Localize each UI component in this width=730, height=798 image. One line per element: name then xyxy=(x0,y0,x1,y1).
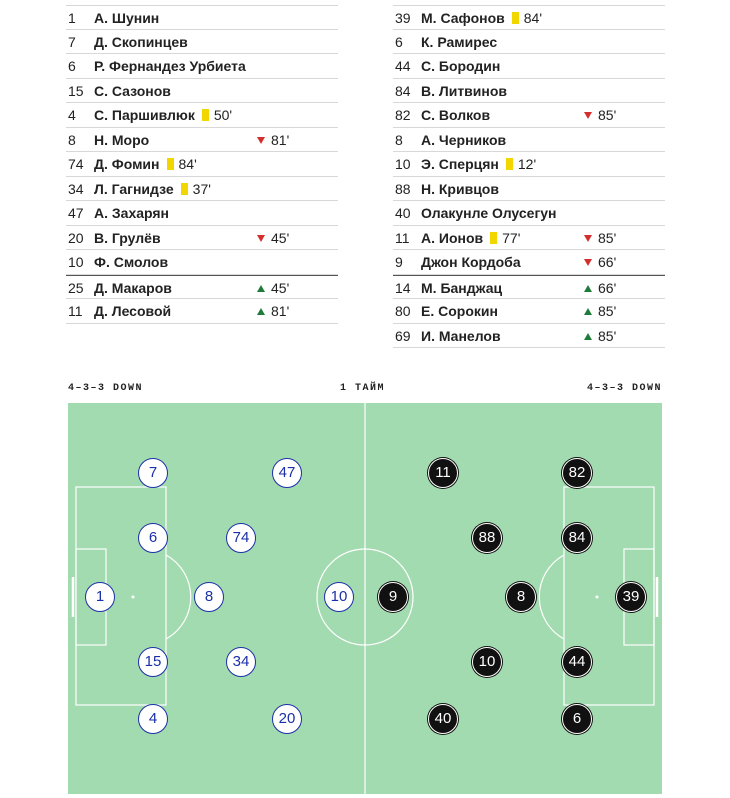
substitution xyxy=(584,103,616,127)
player-number: 39 xyxy=(395,10,411,26)
player-number: 11 xyxy=(395,229,410,246)
sub-minute: 85' xyxy=(598,107,617,123)
substitution xyxy=(584,276,616,300)
yellow-card-icon xyxy=(167,158,174,170)
substitution xyxy=(257,276,289,300)
player-number: 1 xyxy=(68,10,76,26)
away-player-token: 11 xyxy=(428,458,458,488)
card-minute: 12' xyxy=(517,156,537,172)
home-player-token: 47 xyxy=(272,458,302,488)
away-player-token: 6 xyxy=(562,704,592,734)
player-number: 80 xyxy=(395,303,411,319)
player-number: 40 xyxy=(395,205,411,221)
lineup-row xyxy=(393,299,665,324)
home-player-token: 6 xyxy=(138,523,168,553)
card-minute: 84' xyxy=(178,156,197,172)
sub-minute: 81' xyxy=(271,131,290,148)
player-name-text: В. Литвинов xyxy=(421,82,508,99)
lineup-row xyxy=(66,54,338,79)
lineup-row xyxy=(66,201,338,226)
sub-on-icon xyxy=(257,308,265,315)
substitution xyxy=(584,226,616,250)
lineup-row xyxy=(393,226,665,251)
player-number: 6 xyxy=(68,58,76,74)
lineup-row xyxy=(66,177,338,202)
player-name-text: А. Шунин xyxy=(94,10,160,26)
player-name xyxy=(421,30,497,54)
player-name xyxy=(421,79,507,103)
player-name-text: Д. Макаров xyxy=(94,279,172,296)
sub-minute: 85' xyxy=(598,327,617,344)
player-name-text: Е. Сорокин xyxy=(421,303,498,319)
player-name xyxy=(94,128,149,152)
lineup-row xyxy=(393,79,665,104)
player-name xyxy=(94,201,169,225)
home-player-token: 8 xyxy=(194,582,224,612)
player-number: 25 xyxy=(68,279,84,296)
lineup-row xyxy=(393,5,665,30)
yellow-card-icon xyxy=(512,12,519,24)
player-name-text: А. Ионов xyxy=(421,229,484,246)
home-player-token: 20 xyxy=(272,704,302,734)
player-name xyxy=(421,276,502,300)
player-name-text: Д. Фомин xyxy=(94,156,160,172)
home-player-token: 74 xyxy=(226,523,256,553)
player-name xyxy=(421,299,498,323)
home-player-token: 4 xyxy=(138,704,168,734)
home-formation-caption: 4–3–3 DOWN xyxy=(68,383,144,394)
card-minute: 37' xyxy=(192,180,211,197)
away-player-token: 9 xyxy=(378,582,408,612)
substitution xyxy=(584,250,616,274)
player-number: 44 xyxy=(395,58,411,74)
sub-off-icon xyxy=(257,137,265,144)
player-name-text: Н. Моро xyxy=(94,131,150,148)
lineup-row xyxy=(393,54,665,79)
away-player-token: 84 xyxy=(562,523,592,553)
away-player-token: 88 xyxy=(472,523,502,553)
lineup-row xyxy=(66,299,338,324)
yellow-card-icon xyxy=(506,158,513,170)
player-name-text: С. Волков xyxy=(421,107,491,123)
card-minute: 84' xyxy=(523,10,542,26)
player-number: 47 xyxy=(68,205,84,221)
yellow-card-icon xyxy=(490,232,497,244)
sub-minute: 85' xyxy=(598,303,617,319)
card-minute: 50' xyxy=(213,107,233,123)
lineup-row xyxy=(393,152,665,177)
player-name-text: Ф. Смолов xyxy=(94,254,169,270)
player-name-text: М. Сафонов xyxy=(421,10,505,26)
sub-minute: 45' xyxy=(271,229,290,246)
half-caption: 1 ТАЙМ xyxy=(340,383,386,394)
player-number: 74 xyxy=(68,156,84,172)
sub-minute: 85' xyxy=(598,229,617,246)
player-name-text: С. Сазонов xyxy=(94,82,171,99)
lineup-row xyxy=(66,152,338,177)
sub-off-icon xyxy=(257,235,265,242)
substitution xyxy=(257,226,289,250)
player-name-text: Э. Сперцян xyxy=(421,156,499,172)
home-player-token: 1 xyxy=(85,582,115,612)
home-player-token: 15 xyxy=(138,647,168,677)
sub-minute: 66' xyxy=(598,254,617,270)
player-name xyxy=(94,299,171,323)
lineup-row xyxy=(66,103,338,128)
player-name xyxy=(94,79,171,103)
home-player-token: 34 xyxy=(226,647,256,677)
sub-off-icon xyxy=(584,112,592,119)
player-number: 8 xyxy=(68,131,76,148)
player-name xyxy=(94,103,232,127)
player-number: 82 xyxy=(395,107,411,123)
player-name-text: С. Паршивлюк xyxy=(94,107,195,123)
player-number: 10 xyxy=(395,156,411,172)
away-player-token: 40 xyxy=(428,704,458,734)
player-name-text: Л. Гагнидзе xyxy=(94,180,174,197)
player-name xyxy=(421,6,542,30)
player-name xyxy=(421,324,501,348)
player-name-text: Джон Кордоба xyxy=(421,254,521,270)
lineup-row xyxy=(66,5,338,30)
home-lineup xyxy=(66,5,338,324)
player-name xyxy=(421,177,499,201)
lineup-row xyxy=(393,324,665,349)
player-name-text: Д. Скопинцев xyxy=(94,33,188,50)
sub-off-icon xyxy=(584,235,592,242)
sub-on-icon xyxy=(584,308,592,315)
player-number: 84 xyxy=(395,82,411,99)
lineup-row xyxy=(393,30,665,55)
lineup-row xyxy=(66,79,338,104)
football-pitch xyxy=(68,403,662,794)
player-name xyxy=(94,152,197,176)
lineup-row xyxy=(66,250,338,275)
sub-on-icon xyxy=(584,333,592,340)
player-name xyxy=(94,226,161,250)
player-name-text: Олакунле Олусегун xyxy=(421,205,557,221)
substitution xyxy=(257,299,289,323)
player-name-text: Н. Кривцов xyxy=(421,180,499,197)
sub-minute: 45' xyxy=(271,279,290,296)
player-name-text: А. Захарян xyxy=(94,205,170,221)
player-name-text: А. Черников xyxy=(421,131,507,148)
substitution xyxy=(584,299,616,323)
sub-on-icon xyxy=(584,285,592,292)
player-name xyxy=(94,177,211,201)
player-name-text: К. Рамирес xyxy=(421,33,498,50)
player-name xyxy=(94,6,159,30)
player-name xyxy=(421,152,536,176)
lineup-row xyxy=(393,275,665,300)
player-name xyxy=(421,226,520,250)
player-number: 6 xyxy=(395,33,403,50)
player-name-text: И. Манелов xyxy=(421,327,501,344)
yellow-card-icon xyxy=(181,183,188,195)
lineup-row xyxy=(393,128,665,153)
player-name xyxy=(421,250,521,274)
lineup-row xyxy=(66,275,338,300)
player-number: 9 xyxy=(395,254,403,270)
away-lineup xyxy=(393,5,665,348)
lineup-row xyxy=(393,177,665,202)
away-player-token: 8 xyxy=(506,582,536,612)
player-number: 34 xyxy=(68,180,84,197)
player-name-text: Р. Фернандез Урбиета xyxy=(94,58,246,74)
player-number: 88 xyxy=(395,180,411,197)
player-name xyxy=(421,128,506,152)
sub-off-icon xyxy=(584,259,592,266)
card-minute: 77' xyxy=(502,229,521,246)
home-player-token: 7 xyxy=(138,458,168,488)
player-number: 14 xyxy=(395,279,411,296)
player-name-text: С. Бородин xyxy=(421,58,501,74)
player-number: 69 xyxy=(395,327,411,344)
lineup-row xyxy=(66,226,338,251)
player-name xyxy=(421,103,490,127)
substitution xyxy=(257,128,289,152)
player-name xyxy=(94,54,246,78)
away-player-token: 82 xyxy=(562,458,592,488)
player-number: 11 xyxy=(68,303,83,319)
away-formation-caption: 4–3–3 DOWN xyxy=(586,383,662,394)
sub-on-icon xyxy=(257,285,265,292)
lineup-row xyxy=(66,30,338,55)
home-player-token: 10 xyxy=(324,582,354,612)
player-number: 4 xyxy=(68,107,76,123)
sub-minute: 66' xyxy=(598,279,617,296)
away-player-token: 39 xyxy=(616,582,646,612)
lineup-row xyxy=(66,128,338,153)
player-number: 15 xyxy=(68,82,84,99)
player-name xyxy=(94,250,168,274)
player-number: 10 xyxy=(68,254,84,270)
substitution xyxy=(584,324,616,348)
lineup-row xyxy=(393,201,665,226)
player-name-text: В. Грулёв xyxy=(94,229,161,246)
away-player-token: 10 xyxy=(472,647,502,677)
player-name xyxy=(421,201,557,225)
yellow-card-icon xyxy=(202,109,209,121)
away-player-token: 44 xyxy=(562,647,592,677)
player-name xyxy=(94,276,172,300)
player-number: 7 xyxy=(68,33,76,50)
player-name-text: М. Банджац xyxy=(421,279,503,296)
player-number: 20 xyxy=(68,229,84,246)
player-number: 8 xyxy=(395,131,403,148)
player-name xyxy=(94,30,188,54)
lineup-row xyxy=(393,250,665,275)
player-name-text: Д. Лесовой xyxy=(94,303,172,319)
sub-minute: 81' xyxy=(271,303,290,319)
player-name xyxy=(421,54,500,78)
lineup-row xyxy=(393,103,665,128)
